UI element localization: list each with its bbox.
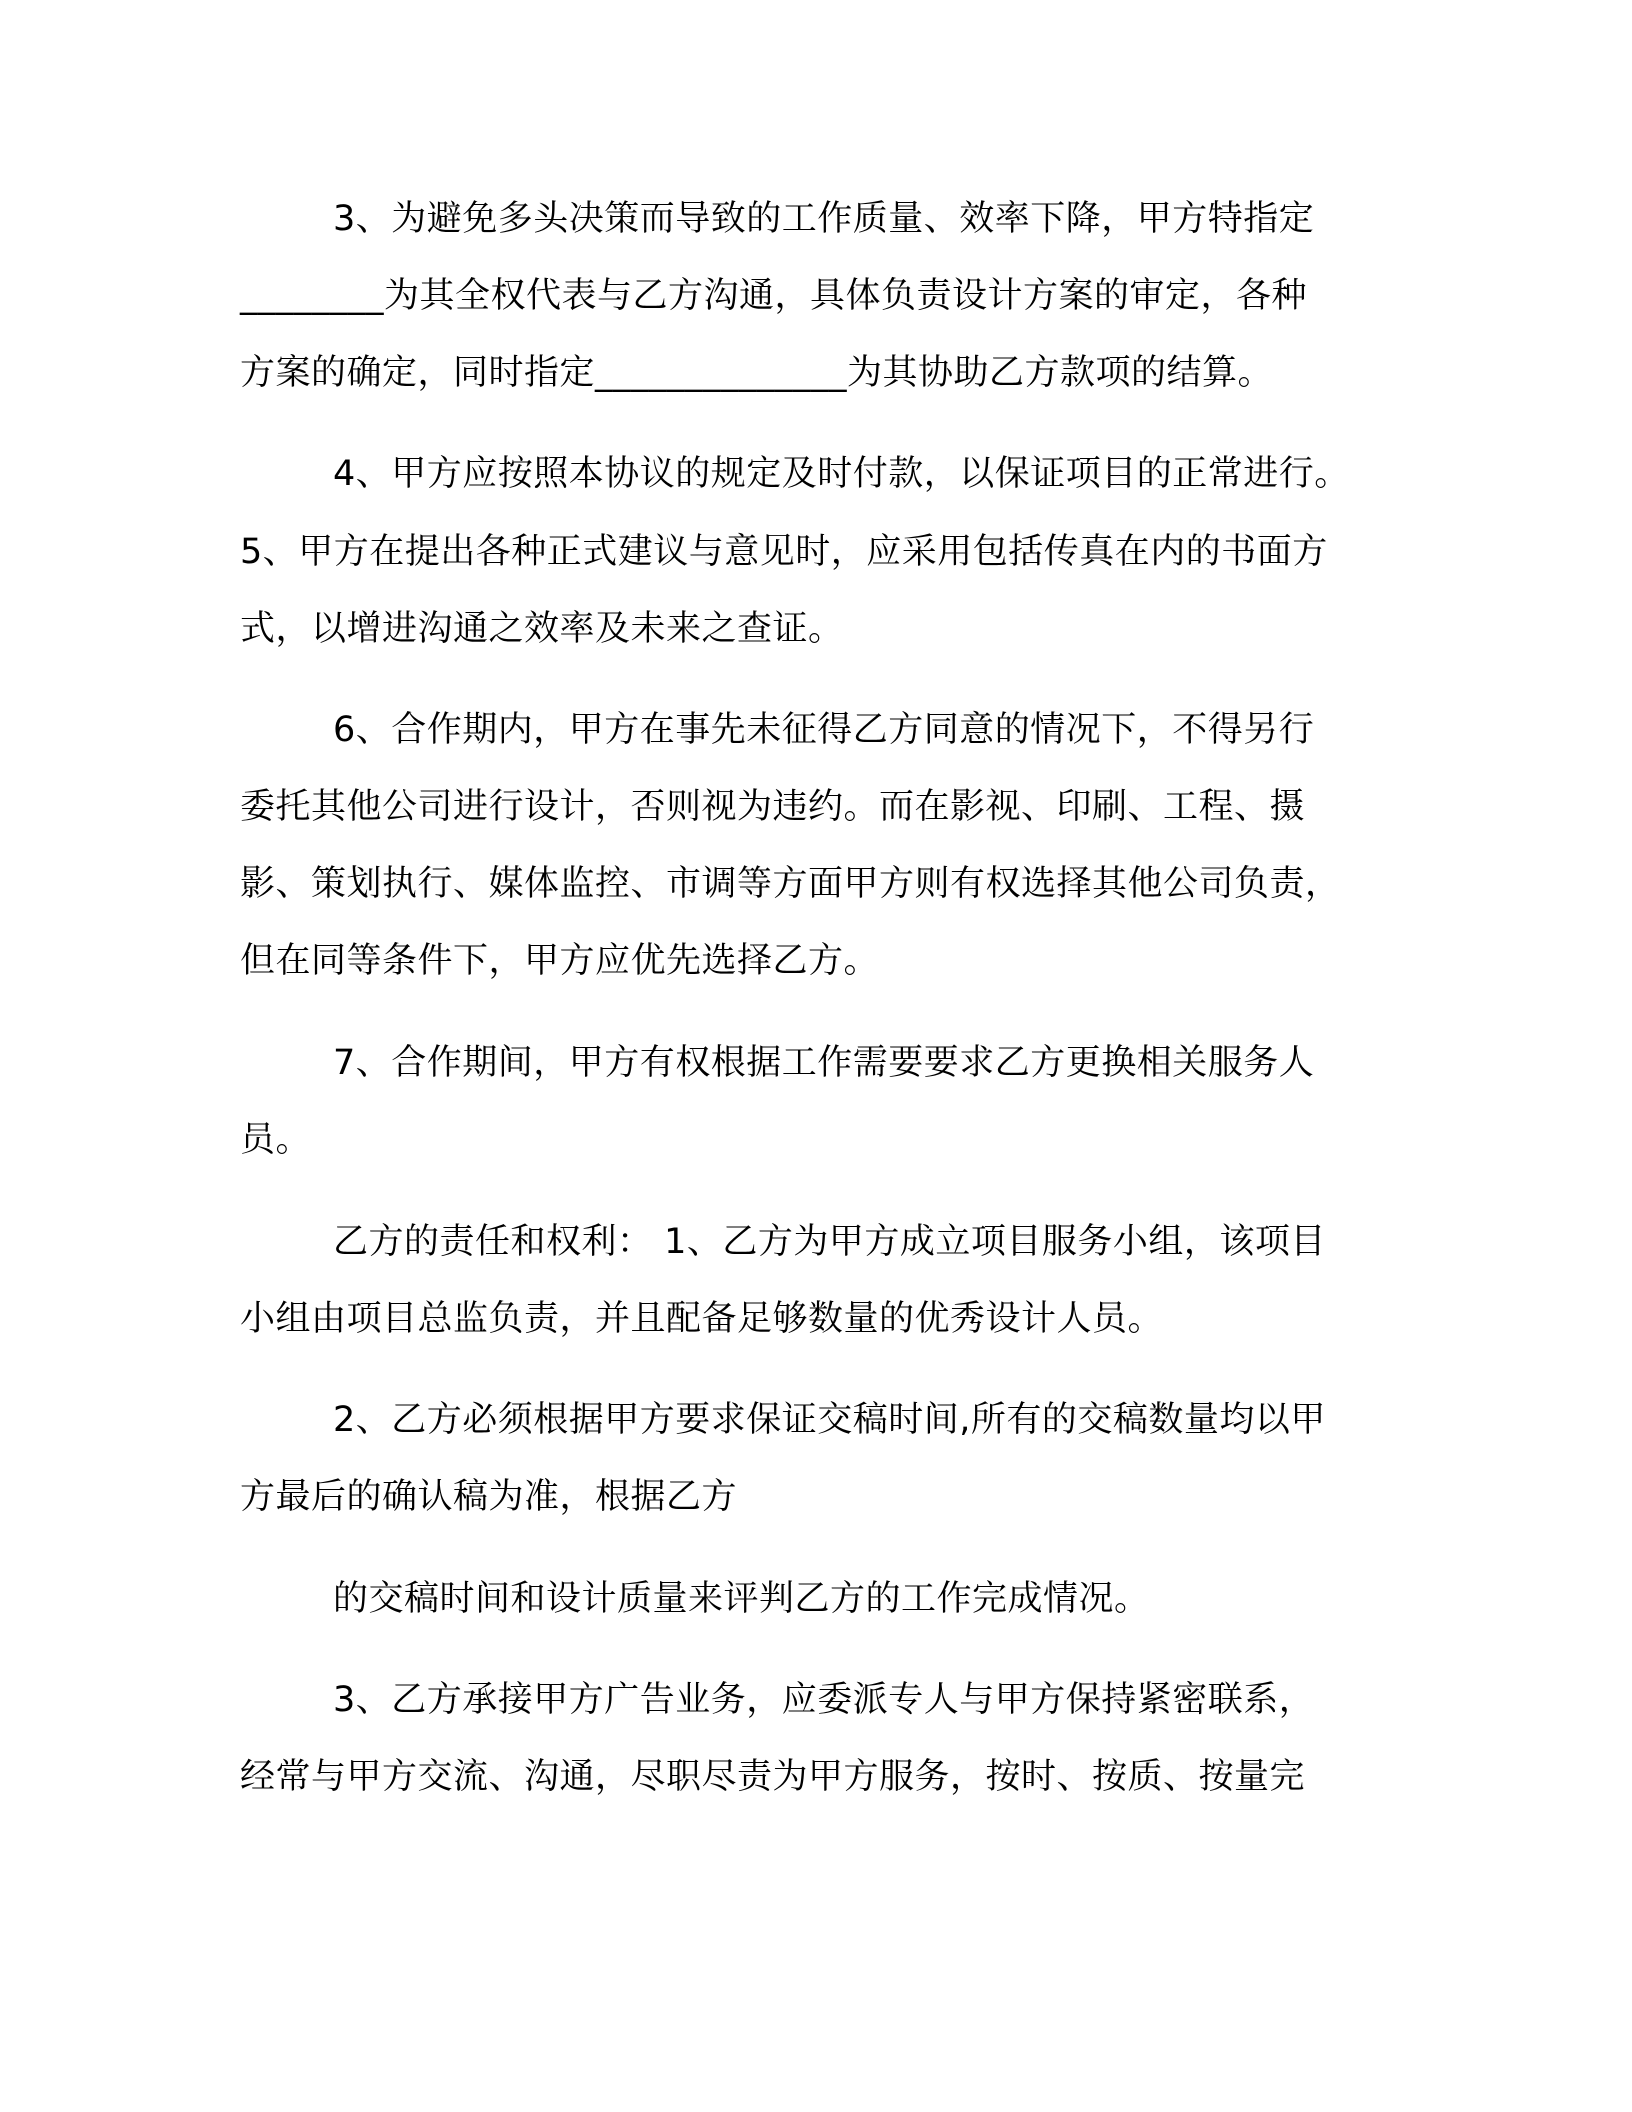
paragraph-7-line-1: 7、合作期间，甲方有权根据工作需要要求乙方更换相关服务人 — [333, 1043, 1315, 1083]
party-b-paragraph-2-line-2: 方最后的确认稿为准，根据乙方 — [240, 1477, 738, 1517]
paragraph-6-line-3: 影、策划执行、媒体监控、市调等方面甲方则有权选择其他公司负责， — [240, 864, 1341, 904]
party-b-paragraph-2-continuation: 的交稿时间和设计质量来评判乙方的工作完成情况。 — [333, 1579, 1150, 1619]
paragraph-4-line-1: 4、甲方应按照本协议的规定及时付款，以保证项目的正常进行。 — [333, 454, 1350, 494]
party-b-paragraph-3-line-2: 经常与甲方交流、沟通，尽职尽责为甲方服务，按时、按质、按量完 — [240, 1757, 1306, 1797]
paragraph-3-line-3: 方案的确定，同时指定______________为其协助乙方款项的结算。 — [240, 353, 1274, 393]
party-b-paragraph-2-line-1: 2、乙方必须根据甲方要求保证交稿时间,所有的交稿数量均以甲 — [333, 1400, 1326, 1440]
paragraph-6-line-4: 但在同等条件下，甲方应优先选择乙方。 — [240, 941, 880, 981]
party-b-paragraph-1-line-1: 乙方的责任和权利： 1、乙方为甲方成立项目服务小组，该项目 — [333, 1222, 1326, 1262]
paragraph-3-line-1: 3、为避免多头决策而导致的工作质量、效率下降，甲方特指定 — [333, 199, 1315, 239]
party-b-paragraph-1-line-2: 小组由项目总监负责，并且配备足够数量的优秀设计人员。 — [240, 1299, 1164, 1339]
paragraph-5-line-2: 式，以增进沟通之效率及未来之查证。 — [240, 609, 844, 649]
party-b-paragraph-3-line-1: 3、乙方承接甲方广告业务，应委派专人与甲方保持紧密联系， — [333, 1680, 1315, 1720]
paragraph-3-line-2: ________为其全权代表与乙方沟通，具体负责设计方案的审定，各种 — [240, 276, 1308, 316]
paragraph-5-line-1: 5、甲方在提出各种正式建议与意见时，应采用包括传真在内的书面方 — [240, 532, 1328, 572]
paragraph-7-line-2: 员。 — [240, 1120, 312, 1160]
paragraph-6-line-1: 6、合作期内，甲方在事先未征得乙方同意的情况下，不得另行 — [333, 710, 1315, 750]
paragraph-6-line-2: 委托其他公司进行设计，否则视为违约。而在影视、印刷、工程、摄 — [240, 787, 1306, 827]
